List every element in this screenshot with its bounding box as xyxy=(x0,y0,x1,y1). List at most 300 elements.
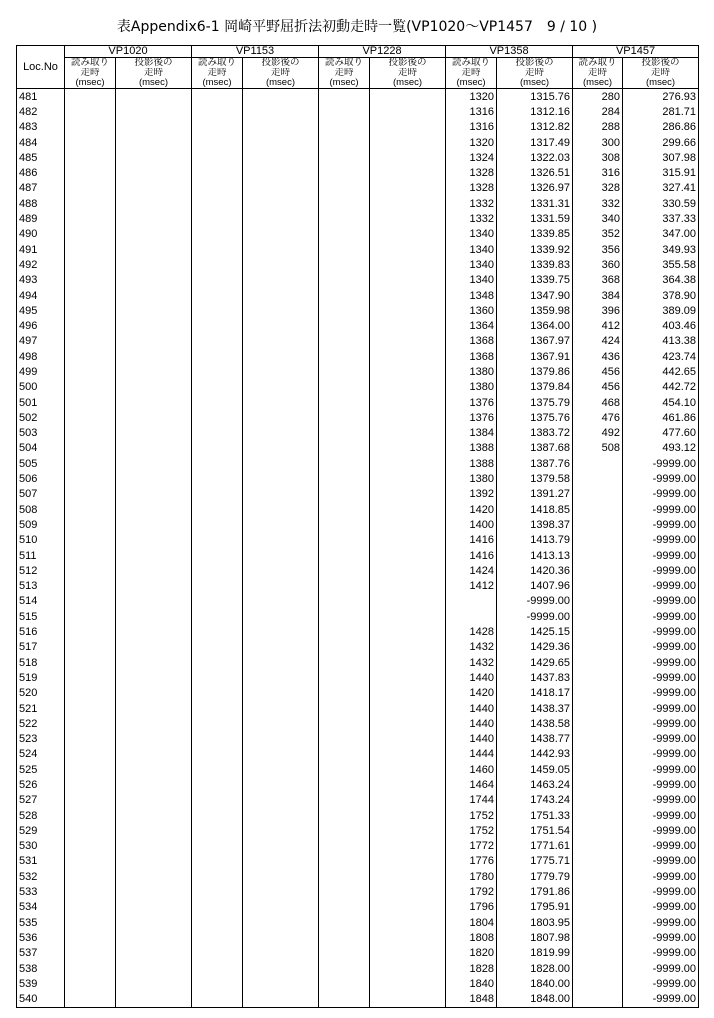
read-time-cell xyxy=(65,884,116,899)
projected-time-cell: -9999.00 xyxy=(623,701,699,716)
projected-time-cell xyxy=(370,594,446,609)
read-time-cell: 300 xyxy=(573,135,623,150)
projected-time-cell xyxy=(243,120,319,135)
projected-time-cell xyxy=(370,686,446,701)
subheader-row-3 xyxy=(17,78,699,89)
read-time-cell: 1460 xyxy=(446,762,497,777)
projected-time-cell xyxy=(370,930,446,945)
projected-time-cell: -9999.00 xyxy=(623,961,699,976)
projected-time-cell: 403.46 xyxy=(623,318,699,333)
read-time-cell xyxy=(573,992,623,1008)
projected-time-cell xyxy=(116,456,192,471)
table-row xyxy=(17,456,699,471)
read-time-cell xyxy=(573,777,623,792)
projected-time-cell xyxy=(370,624,446,639)
read-time-cell xyxy=(65,777,116,792)
projected-time-cell xyxy=(370,731,446,746)
read-time-cell: 1440 xyxy=(446,716,497,731)
read-time-cell: 468 xyxy=(573,395,623,410)
read-time-cell xyxy=(192,961,243,976)
projected-time-cell xyxy=(243,563,319,578)
projected-time-cell: 1312.16 xyxy=(497,104,573,119)
projected-time-cell xyxy=(243,548,319,563)
projected-time-cell: -9999.00 xyxy=(623,594,699,609)
projected-time-cell xyxy=(370,487,446,502)
projected-time-cell xyxy=(243,211,319,226)
read-time-cell xyxy=(319,884,370,899)
table-row xyxy=(17,242,699,257)
projected-time-cell xyxy=(116,227,192,242)
projected-time-subheader: (msec) xyxy=(370,78,446,89)
read-time-cell xyxy=(573,930,623,945)
loc-no-cell: 513 xyxy=(17,579,65,594)
loc-no-cell: 518 xyxy=(17,655,65,670)
read-time-cell xyxy=(319,548,370,563)
read-time-cell xyxy=(573,900,623,915)
projected-time-cell: 1375.76 xyxy=(497,410,573,425)
loc-no-cell: 534 xyxy=(17,900,65,915)
read-time-cell: 332 xyxy=(573,196,623,211)
projected-time-cell: 1398.37 xyxy=(497,517,573,532)
projected-time-cell xyxy=(370,533,446,548)
projected-time-subheader: (msec) xyxy=(497,78,573,89)
read-time-cell xyxy=(573,762,623,777)
loc-no-cell: 537 xyxy=(17,946,65,961)
projected-time-cell xyxy=(116,670,192,685)
read-time-cell: 308 xyxy=(573,150,623,165)
projected-time-cell xyxy=(116,318,192,333)
projected-time-subheader: 走時 xyxy=(116,68,192,78)
read-time-cell: 1328 xyxy=(446,165,497,180)
projected-time-cell xyxy=(116,823,192,838)
read-time-cell xyxy=(65,456,116,471)
read-time-cell xyxy=(319,135,370,150)
projected-time-cell xyxy=(243,334,319,349)
projected-time-cell xyxy=(370,884,446,899)
read-time-cell xyxy=(319,533,370,548)
read-time-cell: 492 xyxy=(573,426,623,441)
projected-time-cell xyxy=(116,426,192,441)
read-time-cell xyxy=(319,946,370,961)
projected-time-cell xyxy=(243,471,319,486)
read-time-cell: 280 xyxy=(573,89,623,105)
read-time-cell: 1328 xyxy=(446,181,497,196)
read-time-cell xyxy=(65,716,116,731)
table-row xyxy=(17,364,699,379)
loc-no-cell: 528 xyxy=(17,808,65,823)
projected-time-cell xyxy=(116,273,192,288)
read-time-cell: 1744 xyxy=(446,793,497,808)
read-time-cell xyxy=(319,961,370,976)
read-time-cell xyxy=(192,502,243,517)
projected-time-cell xyxy=(243,441,319,456)
read-time-subheader: (msec) xyxy=(319,78,370,89)
table-row xyxy=(17,380,699,395)
read-time-cell: 360 xyxy=(573,257,623,272)
projected-time-cell xyxy=(116,150,192,165)
projected-time-cell: 378.90 xyxy=(623,288,699,303)
read-time-cell xyxy=(65,288,116,303)
projected-time-cell xyxy=(243,181,319,196)
read-time-cell xyxy=(65,517,116,532)
table-row xyxy=(17,318,699,333)
table-row xyxy=(17,992,699,1008)
read-time-cell xyxy=(192,992,243,1008)
projected-time-cell xyxy=(370,762,446,777)
projected-time-cell xyxy=(116,288,192,303)
vp-header-vp1457: VP1457 xyxy=(573,46,699,58)
projected-time-cell: 1425.15 xyxy=(497,624,573,639)
projected-time-cell: 1791.86 xyxy=(497,884,573,899)
loc-no-cell: 519 xyxy=(17,670,65,685)
table-row xyxy=(17,135,699,150)
projected-time-cell: 1751.33 xyxy=(497,808,573,823)
loc-no-cell: 524 xyxy=(17,747,65,762)
table-row xyxy=(17,869,699,884)
projected-time-cell xyxy=(116,487,192,502)
projected-time-cell: 1418.17 xyxy=(497,686,573,701)
projected-time-subheader: (msec) xyxy=(243,78,319,89)
projected-time-cell xyxy=(370,517,446,532)
projected-time-cell: -9999.00 xyxy=(623,762,699,777)
projected-time-cell: 1339.83 xyxy=(497,257,573,272)
projected-time-cell: -9999.00 xyxy=(623,976,699,991)
projected-time-cell: 327.41 xyxy=(623,181,699,196)
read-time-cell: 1792 xyxy=(446,884,497,899)
read-time-cell xyxy=(319,731,370,746)
read-time-cell xyxy=(65,227,116,242)
projected-time-cell: 286.86 xyxy=(623,120,699,135)
read-time-cell: 1316 xyxy=(446,120,497,135)
projected-time-cell xyxy=(243,426,319,441)
projected-time-cell: 1779.79 xyxy=(497,869,573,884)
read-time-cell xyxy=(319,273,370,288)
projected-time-cell: 337.33 xyxy=(623,211,699,226)
read-time-cell: 316 xyxy=(573,165,623,180)
projected-time-cell: 347.00 xyxy=(623,227,699,242)
projected-time-cell: 349.93 xyxy=(623,242,699,257)
projected-time-cell: -9999.00 xyxy=(623,731,699,746)
read-time-cell xyxy=(319,609,370,624)
table-row xyxy=(17,640,699,655)
read-time-cell xyxy=(192,884,243,899)
projected-time-cell xyxy=(243,609,319,624)
projected-time-cell xyxy=(116,655,192,670)
read-time-cell xyxy=(192,303,243,318)
read-time-cell xyxy=(65,410,116,425)
projected-time-cell xyxy=(370,976,446,991)
read-time-cell: 1440 xyxy=(446,670,497,685)
projected-time-cell xyxy=(370,364,446,379)
read-time-cell xyxy=(319,211,370,226)
read-time-cell xyxy=(319,318,370,333)
projected-time-cell xyxy=(243,89,319,105)
read-time-cell xyxy=(65,624,116,639)
table-row xyxy=(17,150,699,165)
projected-time-cell: -9999.00 xyxy=(623,456,699,471)
read-time-cell xyxy=(192,762,243,777)
read-time-cell: 508 xyxy=(573,441,623,456)
projected-time-cell: 1819.99 xyxy=(497,946,573,961)
projected-time-cell: 1407.96 xyxy=(497,579,573,594)
read-time-cell xyxy=(192,120,243,135)
read-time-cell: 1380 xyxy=(446,471,497,486)
table-row xyxy=(17,915,699,930)
read-time-cell xyxy=(319,655,370,670)
read-time-cell xyxy=(65,701,116,716)
read-time-cell xyxy=(192,242,243,257)
read-time-cell xyxy=(192,747,243,762)
read-time-cell xyxy=(573,915,623,930)
read-time-cell xyxy=(65,808,116,823)
table-row xyxy=(17,946,699,961)
loc-no-cell: 482 xyxy=(17,104,65,119)
read-time-cell: 1324 xyxy=(446,150,497,165)
projected-time-cell xyxy=(370,273,446,288)
projected-time-cell: 315.91 xyxy=(623,165,699,180)
read-time-cell: 1752 xyxy=(446,823,497,838)
projected-time-cell: 330.59 xyxy=(623,196,699,211)
read-time-cell xyxy=(65,961,116,976)
read-time-cell xyxy=(192,426,243,441)
read-time-subheader: 走時 xyxy=(573,68,623,78)
projected-time-cell: 1339.92 xyxy=(497,242,573,257)
projected-time-cell xyxy=(116,686,192,701)
projected-time-cell: 493.12 xyxy=(623,441,699,456)
loc-no-cell: 507 xyxy=(17,487,65,502)
read-time-cell: 1364 xyxy=(446,318,497,333)
table-row xyxy=(17,655,699,670)
read-time-cell xyxy=(573,884,623,899)
read-time-cell xyxy=(319,563,370,578)
loc-no-cell: 514 xyxy=(17,594,65,609)
read-time-cell xyxy=(192,349,243,364)
projected-time-cell xyxy=(116,334,192,349)
projected-time-cell xyxy=(243,839,319,854)
read-time-cell: 1828 xyxy=(446,961,497,976)
projected-time-cell xyxy=(243,104,319,119)
read-time-cell xyxy=(319,793,370,808)
read-time-cell xyxy=(319,349,370,364)
read-time-cell xyxy=(319,502,370,517)
loc-no-cell: 539 xyxy=(17,976,65,991)
projected-time-cell: -9999.00 xyxy=(623,686,699,701)
read-time-cell xyxy=(192,946,243,961)
projected-time-cell xyxy=(243,150,319,165)
read-time-subheader: 走時 xyxy=(446,68,497,78)
read-time-cell: 1416 xyxy=(446,533,497,548)
read-time-cell: 1420 xyxy=(446,502,497,517)
projected-time-cell xyxy=(243,502,319,517)
table-row xyxy=(17,762,699,777)
read-time-cell xyxy=(319,915,370,930)
table-row xyxy=(17,961,699,976)
projected-time-cell xyxy=(243,823,319,838)
projected-time-cell: 1379.86 xyxy=(497,364,573,379)
projected-time-cell xyxy=(370,89,446,105)
table-row xyxy=(17,303,699,318)
read-time-cell xyxy=(319,777,370,792)
projected-time-cell xyxy=(243,242,319,257)
loc-no-cell: 511 xyxy=(17,548,65,563)
read-time-cell: 1424 xyxy=(446,563,497,578)
read-time-cell xyxy=(65,609,116,624)
read-time-cell xyxy=(65,839,116,854)
read-time-cell: 456 xyxy=(573,380,623,395)
read-time-cell xyxy=(65,533,116,548)
projected-time-cell xyxy=(370,426,446,441)
projected-time-cell xyxy=(116,441,192,456)
read-time-cell xyxy=(319,686,370,701)
read-time-cell xyxy=(573,456,623,471)
read-time-cell xyxy=(192,395,243,410)
table-row xyxy=(17,426,699,441)
projected-time-cell: 1383.72 xyxy=(497,426,573,441)
projected-time-cell xyxy=(116,839,192,854)
projected-time-cell xyxy=(116,211,192,226)
projected-time-cell: 1420.36 xyxy=(497,563,573,578)
projected-time-cell xyxy=(370,655,446,670)
projected-time-cell: 299.66 xyxy=(623,135,699,150)
read-time-cell xyxy=(192,563,243,578)
projected-time-cell: -9999.00 xyxy=(623,609,699,624)
projected-time-cell xyxy=(243,640,319,655)
table-row xyxy=(17,89,699,105)
read-time-cell xyxy=(192,640,243,655)
projected-time-cell xyxy=(116,731,192,746)
projected-time-cell: -9999.00 xyxy=(623,946,699,961)
loc-no-cell: 529 xyxy=(17,823,65,838)
projected-time-cell xyxy=(370,380,446,395)
read-time-cell xyxy=(65,318,116,333)
projected-time-cell xyxy=(116,884,192,899)
loc-no-cell: 483 xyxy=(17,120,65,135)
table-row xyxy=(17,624,699,639)
projected-time-cell xyxy=(370,318,446,333)
projected-time-cell xyxy=(243,701,319,716)
read-time-cell xyxy=(319,288,370,303)
read-time-cell xyxy=(319,364,370,379)
projected-time-cell: -9999.00 xyxy=(623,563,699,578)
projected-time-cell xyxy=(243,196,319,211)
read-time-cell xyxy=(65,823,116,838)
read-time-cell: 384 xyxy=(573,288,623,303)
read-time-cell xyxy=(319,380,370,395)
read-time-cell xyxy=(319,410,370,425)
projected-time-subheader: 投影後の xyxy=(623,58,699,69)
projected-time-cell xyxy=(370,670,446,685)
read-time-cell: 1360 xyxy=(446,303,497,318)
projected-time-cell: -9999.00 xyxy=(623,624,699,639)
loc-no-cell: 498 xyxy=(17,349,65,364)
projected-time-cell: -9999.00 xyxy=(623,823,699,838)
read-time-cell xyxy=(319,395,370,410)
projected-time-cell xyxy=(116,701,192,716)
read-time-cell xyxy=(65,426,116,441)
travel-time-table xyxy=(16,45,699,1008)
projected-time-cell: 1795.91 xyxy=(497,900,573,915)
projected-time-subheader: 走時 xyxy=(623,68,699,78)
read-time-cell xyxy=(192,548,243,563)
read-time-cell xyxy=(192,609,243,624)
projected-time-cell: -9999.00 xyxy=(623,930,699,945)
read-time-cell xyxy=(65,471,116,486)
table-row xyxy=(17,288,699,303)
projected-time-cell xyxy=(116,380,192,395)
projected-time-cell: 1828.00 xyxy=(497,961,573,976)
read-time-cell xyxy=(65,502,116,517)
projected-time-cell xyxy=(370,609,446,624)
read-time-cell xyxy=(319,487,370,502)
projected-time-cell: 1391.27 xyxy=(497,487,573,502)
read-time-cell xyxy=(192,808,243,823)
projected-time-cell xyxy=(370,104,446,119)
projected-time-cell: 1331.31 xyxy=(497,196,573,211)
table-row xyxy=(17,441,699,456)
read-time-subheader: 走時 xyxy=(319,68,370,78)
read-time-cell: 284 xyxy=(573,104,623,119)
read-time-cell xyxy=(65,150,116,165)
table-row xyxy=(17,793,699,808)
read-time-cell xyxy=(573,655,623,670)
read-time-cell xyxy=(192,196,243,211)
projected-time-cell: 1463.24 xyxy=(497,777,573,792)
projected-time-cell xyxy=(243,946,319,961)
projected-time-cell: 1339.85 xyxy=(497,227,573,242)
projected-time-cell xyxy=(116,640,192,655)
read-time-cell xyxy=(192,533,243,548)
read-time-cell xyxy=(319,471,370,486)
read-time-cell xyxy=(573,823,623,838)
projected-time-cell: 1807.98 xyxy=(497,930,573,945)
projected-time-cell: 276.93 xyxy=(623,89,699,105)
table-row xyxy=(17,395,699,410)
read-time-cell xyxy=(65,395,116,410)
projected-time-cell xyxy=(370,869,446,884)
read-time-cell xyxy=(65,487,116,502)
projected-time-subheader: 投影後の xyxy=(497,58,573,69)
loc-no-cell: 531 xyxy=(17,854,65,869)
projected-time-cell: -9999.00 xyxy=(623,655,699,670)
projected-time-cell xyxy=(370,135,446,150)
read-time-cell xyxy=(192,364,243,379)
projected-time-cell xyxy=(116,104,192,119)
read-time-cell xyxy=(319,716,370,731)
read-time-cell xyxy=(192,915,243,930)
read-time-subheader: 走時 xyxy=(192,68,243,78)
projected-time-cell xyxy=(370,456,446,471)
read-time-cell xyxy=(192,793,243,808)
read-time-cell xyxy=(65,640,116,655)
table-row xyxy=(17,609,699,624)
read-time-cell xyxy=(192,89,243,105)
read-time-cell xyxy=(192,456,243,471)
projected-time-cell xyxy=(243,670,319,685)
table-row xyxy=(17,594,699,609)
projected-time-cell xyxy=(116,793,192,808)
read-time-cell xyxy=(319,624,370,639)
read-time-cell xyxy=(573,869,623,884)
read-time-subheader: 読み取り xyxy=(192,58,243,69)
projected-time-cell xyxy=(243,517,319,532)
read-time-cell: 1388 xyxy=(446,441,497,456)
read-time-cell: 1384 xyxy=(446,426,497,441)
projected-time-cell xyxy=(116,257,192,272)
table-row xyxy=(17,747,699,762)
projected-time-cell xyxy=(243,303,319,318)
read-time-cell xyxy=(319,441,370,456)
projected-time-cell: 1347.90 xyxy=(497,288,573,303)
